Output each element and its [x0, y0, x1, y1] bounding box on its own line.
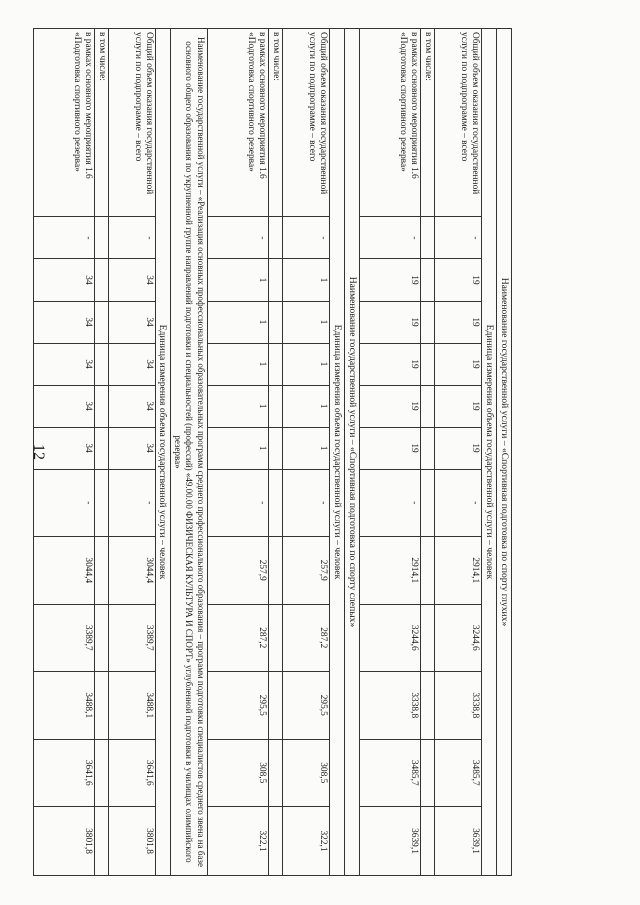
value-cell: -: [359, 469, 420, 536]
value-cell: 3044,4: [108, 537, 155, 604]
value-cell: [268, 385, 282, 427]
value-cell: [94, 259, 108, 301]
value-cell: [420, 259, 434, 301]
value-cell: -: [33, 469, 94, 536]
service-title: Наименование государственной услуги – «Спортивная подготовка по спорту слепых»: [344, 29, 359, 876]
value-cell: -: [207, 217, 268, 259]
row-label-text: в том числе:: [96, 32, 107, 81]
service-title-row: [170, 29, 207, 876]
row-label-text: Общий объем оказания государственной услуги по подпрограмме – всего: [306, 32, 328, 195]
page-number: 12: [30, 444, 47, 460]
value-cell: 308,5: [282, 739, 329, 806]
value-cell: [94, 469, 108, 536]
value-cell: [94, 672, 108, 739]
value-cell: [268, 604, 282, 671]
value-cell: 34: [33, 385, 94, 427]
value-cell: [268, 739, 282, 806]
value-cell: 1: [207, 301, 268, 343]
value-cell: 3389,7: [33, 604, 94, 671]
value-cell: 3044,4: [33, 537, 94, 604]
rotated-table-container: [71, 28, 512, 876]
value-cell: 3488,1: [108, 672, 155, 739]
service-title: Наименование государственной услуги – «Спортивная подготовка по спорту глухих»: [497, 29, 512, 876]
row-label: [268, 29, 282, 217]
value-cell: 3641,6: [33, 739, 94, 806]
value-cell: 1: [282, 427, 329, 469]
value-cell: 19: [359, 301, 420, 343]
value-cell: 3389,7: [108, 604, 155, 671]
value-cell: -: [435, 217, 482, 259]
row-label-text: Общий объем оказания государственной услуги по подпрограмме – всего: [132, 32, 154, 195]
value-cell: 1: [282, 385, 329, 427]
value-cell: 3244,6: [359, 604, 420, 671]
value-cell: [268, 469, 282, 536]
value-cell: -: [282, 469, 329, 536]
value-cell: [420, 672, 434, 739]
value-cell: 19: [435, 343, 482, 385]
unit-row: [329, 29, 344, 876]
value-cell: 19: [435, 385, 482, 427]
value-cell: 34: [108, 343, 155, 385]
value-cell: [420, 739, 434, 806]
service-volume-table: [33, 28, 512, 876]
value-cell: 2914,1: [435, 537, 482, 604]
value-cell: [268, 537, 282, 604]
unit-of-measure: Единица измерения объема государственной услуги – человек: [482, 29, 497, 876]
value-cell: -: [435, 469, 482, 536]
value-cell: [94, 604, 108, 671]
value-cell: 34: [33, 301, 94, 343]
row-label: [94, 29, 108, 217]
value-cell: 3641,6: [108, 739, 155, 806]
value-cell: 1: [207, 259, 268, 301]
value-cell: 19: [359, 385, 420, 427]
value-cell: 19: [435, 427, 482, 469]
value-cell: [268, 343, 282, 385]
value-cell: 1: [282, 259, 329, 301]
value-cell: 34: [108, 259, 155, 301]
value-cell: 19: [435, 259, 482, 301]
value-cell: [268, 217, 282, 259]
row-label-text: Общий объем оказания государственной услуги по подпрограмме – всего: [458, 32, 480, 195]
value-cell: [94, 217, 108, 259]
row-label-text: в рамках основного мероприятия 1.6 «Подготовка спортивного резерва»: [71, 32, 93, 179]
value-cell: 295,5: [282, 672, 329, 739]
value-cell: 3639,1: [359, 806, 420, 875]
unit-of-measure: Единица измерения объема государственной услуги – человек: [329, 29, 344, 876]
value-cell: 257,9: [282, 537, 329, 604]
value-cell: 308,5: [207, 739, 268, 806]
table-row: [435, 29, 482, 876]
value-cell: [94, 739, 108, 806]
table-row: [108, 29, 155, 876]
row-label-text: в рамках основного мероприятия 1.6 «Подготовка спортивного резерва»: [245, 32, 267, 179]
value-cell: [94, 343, 108, 385]
table-row: [282, 29, 329, 876]
value-cell: 3639,1: [435, 806, 482, 875]
value-cell: [268, 301, 282, 343]
value-cell: [94, 301, 108, 343]
row-label: [435, 29, 482, 217]
value-cell: 19: [359, 259, 420, 301]
value-cell: 34: [108, 385, 155, 427]
value-cell: 3488,1: [33, 672, 94, 739]
service-title-row: [497, 29, 512, 876]
unit-row: [155, 29, 170, 876]
row-label: [108, 29, 155, 217]
value-cell: 3801,8: [108, 806, 155, 875]
value-cell: 34: [33, 343, 94, 385]
value-cell: [420, 469, 434, 536]
value-cell: [94, 385, 108, 427]
value-cell: 287,2: [207, 604, 268, 671]
value-cell: 3485,7: [359, 739, 420, 806]
value-cell: 19: [359, 427, 420, 469]
value-cell: 34: [108, 301, 155, 343]
value-cell: 1: [207, 343, 268, 385]
value-cell: [420, 343, 434, 385]
value-cell: 34: [33, 427, 94, 469]
value-cell: 257,9: [207, 537, 268, 604]
service-title: Наименование государственной услуги – «Реализация основных профессиональных образовательных программ среднего профессионального образования – программ подготовки специалистов среднего звена на базе основного общего образования по укрупненной группе направлений подготовки и специальностей (профессий) «49.00.00 ФИЗИЧЕСКАЯ КУЛЬТУРА И СПОРТ» углубленной подготовки в училищах олимпийского резерва»: [170, 29, 207, 876]
value-cell: [420, 806, 434, 875]
row-label: [359, 29, 420, 217]
value-cell: 322,1: [207, 806, 268, 875]
value-cell: -: [108, 469, 155, 536]
value-cell: 3801,8: [33, 806, 94, 875]
value-cell: [420, 301, 434, 343]
value-cell: [420, 217, 434, 259]
value-cell: [420, 427, 434, 469]
value-cell: -: [359, 217, 420, 259]
service-title-row: [344, 29, 359, 876]
row-label: [282, 29, 329, 217]
value-cell: [94, 537, 108, 604]
table-row: [359, 29, 420, 876]
value-cell: -: [108, 217, 155, 259]
value-cell: 3485,7: [435, 739, 482, 806]
value-cell: 19: [359, 343, 420, 385]
table-row: [268, 29, 282, 876]
row-label-text: в рамках основного мероприятия 1.6 «Подготовка спортивного резерва»: [397, 32, 419, 179]
table-row: [207, 29, 268, 876]
value-cell: [268, 806, 282, 875]
table-row: [420, 29, 434, 876]
row-label-text: в том числе:: [423, 32, 433, 81]
table-row: [33, 29, 94, 876]
value-cell: [268, 259, 282, 301]
unit-row: [482, 29, 497, 876]
value-cell: -: [207, 469, 268, 536]
row-label: [207, 29, 268, 217]
value-cell: 295,5: [207, 672, 268, 739]
value-cell: 34: [108, 427, 155, 469]
value-cell: 3244,6: [435, 604, 482, 671]
value-cell: [94, 427, 108, 469]
value-cell: [420, 385, 434, 427]
value-cell: [268, 427, 282, 469]
value-cell: 2914,1: [359, 537, 420, 604]
value-cell: -: [282, 217, 329, 259]
row-label: [33, 29, 94, 217]
table-row: [94, 29, 108, 876]
value-cell: -: [33, 217, 94, 259]
value-cell: 1: [207, 385, 268, 427]
value-cell: 287,2: [282, 604, 329, 671]
value-cell: 1: [282, 343, 329, 385]
value-cell: 1: [282, 301, 329, 343]
value-cell: [268, 672, 282, 739]
value-cell: 19: [435, 301, 482, 343]
value-cell: 1: [207, 427, 268, 469]
row-label-text: в том числе:: [270, 32, 281, 81]
value-cell: 34: [33, 259, 94, 301]
value-cell: 3338,8: [435, 672, 482, 739]
value-cell: 322,1: [282, 806, 329, 875]
value-cell: [94, 806, 108, 875]
row-label: [420, 29, 434, 217]
unit-of-measure: Единица измерения объема государственной услуги – человек: [155, 29, 170, 876]
value-cell: [420, 537, 434, 604]
value-cell: 3338,8: [359, 672, 420, 739]
value-cell: [420, 604, 434, 671]
